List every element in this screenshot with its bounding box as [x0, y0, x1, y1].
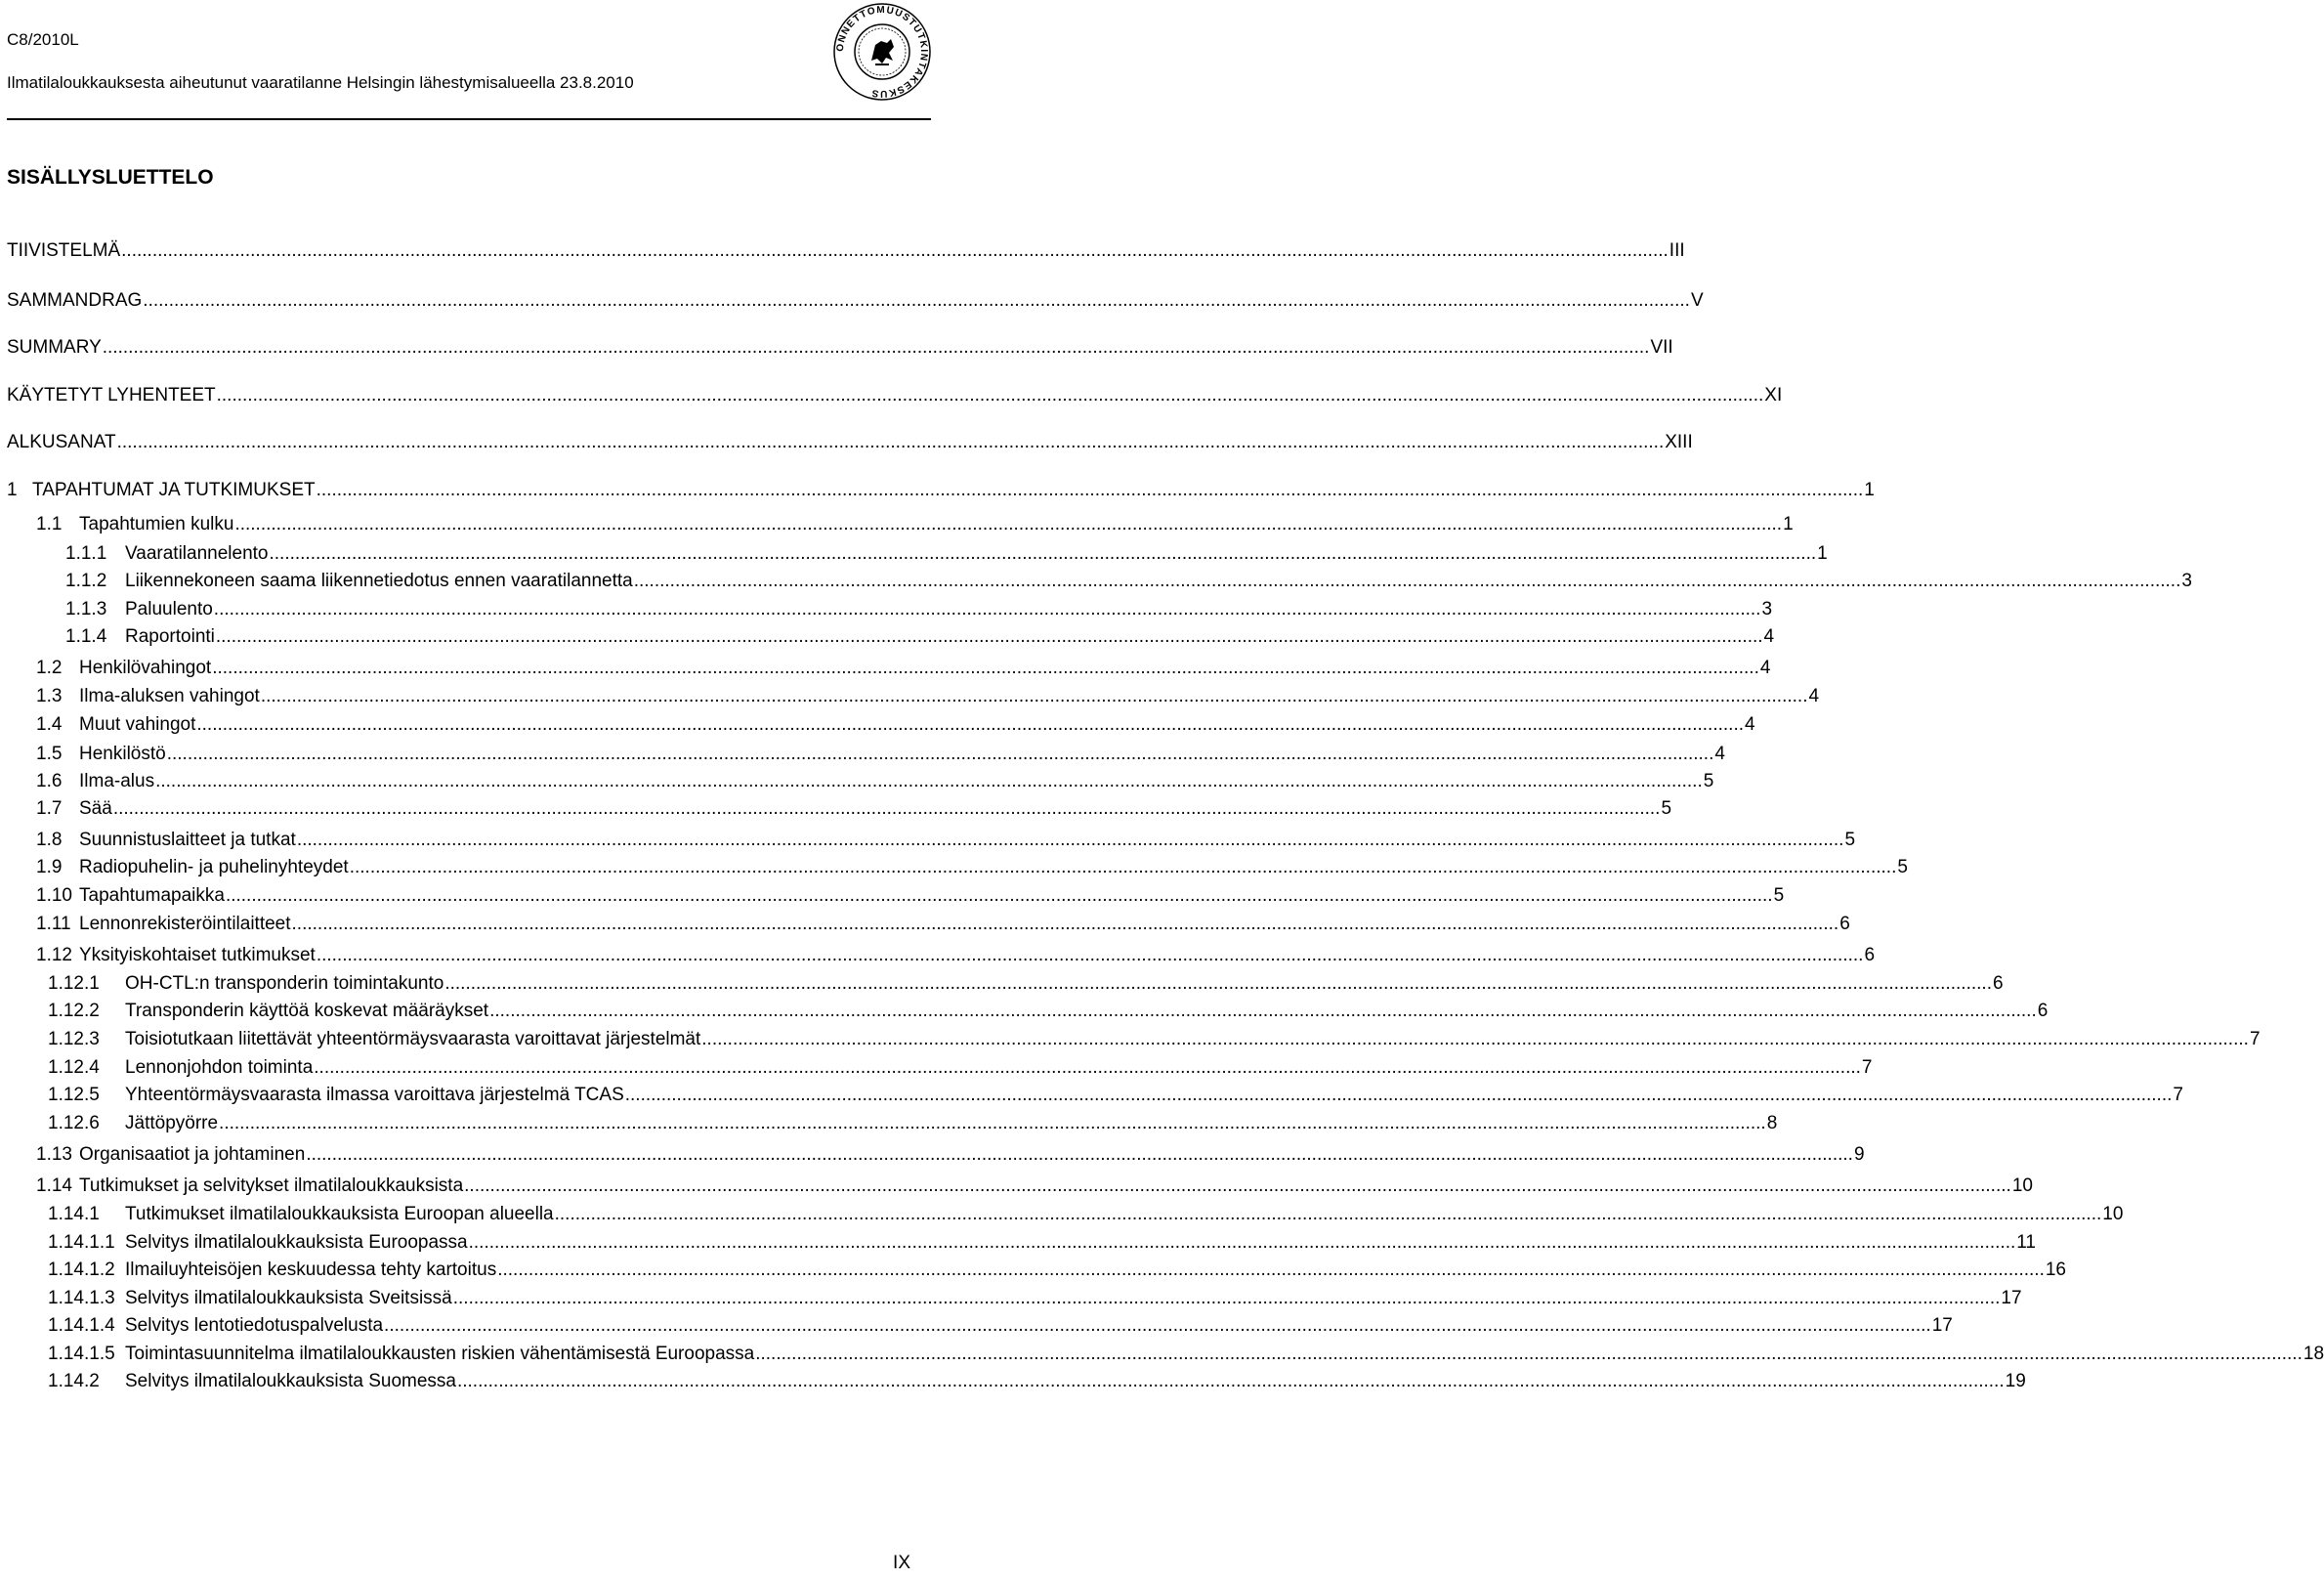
- toc-dot-leader: ............................................................................................................................................................................................................................................................................................................: [701, 1029, 2249, 1049]
- toc-entry-title: SUMMARY: [7, 337, 102, 358]
- toc-entry-page: 7: [2249, 1029, 2261, 1049]
- toc-entry-page: 11: [2016, 1232, 2036, 1253]
- toc-entry-number: 1.3: [36, 686, 63, 706]
- toc-entry-page: 7: [1861, 1057, 1873, 1078]
- toc-entry-title: Tapahtumapaikka: [79, 885, 225, 906]
- toc-entry-page: 1: [1864, 480, 1875, 500]
- toc-entry[interactable]: [7, 239, 1685, 263]
- toc-dot-leader: ............................................................................................................................................................................................................................................................................................................: [314, 1057, 1861, 1078]
- toc-dot-leader: ............................................................................................................................................................................................................................................................................................................: [296, 830, 1844, 850]
- toc-dot-leader: ............................................................................................................................................................................................................................................................................................................: [554, 1204, 2102, 1224]
- toc-entry[interactable]: [36, 856, 1908, 879]
- toc-dot-leader: ............................................................................................................................................................................................................................................................................................................: [116, 432, 1665, 452]
- logo-arc-text: ONNETTOMUUSTUTKINTAKESKUS: [834, 4, 930, 100]
- toc-entry-number: 1.1.2: [65, 571, 107, 591]
- toc-entry-title: Yksityiskohtaiset tutkimukset: [79, 945, 316, 965]
- toc-entry[interactable]: [36, 513, 1794, 536]
- toc-entry-page: 1: [1817, 543, 1828, 564]
- toc-entry-number: 1.12.5: [48, 1085, 100, 1105]
- toc-entry-page: 17: [2001, 1288, 2022, 1308]
- toc-dot-leader: ............................................................................................................................................................................................................................................................................................................: [497, 1260, 2045, 1280]
- toc-entry[interactable]: [36, 743, 1725, 766]
- toc-entry[interactable]: [48, 1203, 2124, 1226]
- toc-entry-title: SAMMANDRAG: [7, 290, 143, 311]
- toc-entry-page: III: [1669, 240, 1685, 261]
- header-rule: [7, 118, 931, 120]
- toc-entry-page: 6: [1839, 914, 1850, 934]
- toc-entry-page: 3: [2181, 571, 2192, 591]
- toc-entry-page: 8: [1766, 1113, 1778, 1133]
- toc-entry[interactable]: [36, 913, 1850, 936]
- toc-entry-title: Ilma-aluksen vahingot: [79, 686, 260, 706]
- toc-entry-page: XIII: [1665, 432, 1693, 452]
- toc-entry-page: 10: [2011, 1175, 2033, 1196]
- toc-entry-page: 5: [1844, 830, 1856, 850]
- toc-entry[interactable]: [7, 479, 1875, 502]
- toc-entry-number: 1.10: [36, 885, 72, 906]
- toc-entry[interactable]: [36, 685, 1820, 708]
- toc-entry[interactable]: [48, 1112, 1778, 1135]
- toc-entry[interactable]: [7, 384, 1783, 407]
- toc-entry[interactable]: [36, 770, 1714, 793]
- toc-dot-leader: ............................................................................................................................................................................................................................................................................................................: [196, 714, 1745, 735]
- toc-dot-leader: ............................................................................................................................................................................................................................................................................................................: [269, 543, 1817, 564]
- toc-entry-title: Henkilöstö: [79, 744, 166, 764]
- toc-dot-leader: ............................................................................................................................................................................................................................................................................................................: [349, 857, 1897, 877]
- toc-entry-page: 5: [1773, 885, 1785, 906]
- toc-entry-page: 5: [1661, 798, 1672, 819]
- page-number: IX: [893, 1553, 910, 1573]
- toc-entry-number: 1.1.4: [65, 626, 107, 647]
- toc-dot-leader: ............................................................................................................................................................................................................................................................................................................: [316, 945, 1864, 965]
- toc-entry[interactable]: [36, 1174, 2033, 1198]
- toc-entry-page: 18: [2303, 1344, 2324, 1364]
- toc-entry[interactable]: [48, 1028, 2261, 1051]
- toc-entry[interactable]: [48, 1000, 2049, 1023]
- toc-dot-leader: ............................................................................................................................................................................................................................................................................................................: [316, 480, 1864, 500]
- toc-entry-page: 4: [1745, 714, 1755, 735]
- toc-entry-number: 1.12.4: [48, 1057, 100, 1078]
- toc-entry-title: OH-CTL:n transponderin toimintakunto: [125, 973, 444, 994]
- toc-entry-page: XI: [1764, 385, 1783, 406]
- toc-entry-title: Tutkimukset ilmatilaloukkauksista Euroopan alueella: [125, 1204, 554, 1224]
- toc-entry-title: Lennonrekisteröintilaitteet: [79, 914, 291, 934]
- toc-dot-leader: ............................................................................................................................................................................................................................................................................................................: [216, 385, 1764, 406]
- toc-dot-leader: ............................................................................................................................................................................................................................................................................................................: [384, 1315, 1931, 1336]
- toc-entry-title: Muut vahingot: [79, 714, 196, 735]
- toc-entry-title: Ilma-alus: [79, 771, 155, 791]
- toc-entry-number: 1.12: [36, 945, 72, 965]
- toc-entry-title: Selvitys lentotiedotuspalvelusta: [125, 1315, 384, 1336]
- toc-entry[interactable]: [36, 713, 1755, 737]
- toc-entry-title: Tapahtumien kulku: [79, 514, 234, 534]
- toc-entry-number: 1.14.1.2: [48, 1260, 115, 1280]
- toc-entry-title: Paluulento: [125, 599, 213, 619]
- toc-entry-title: Selvitys ilmatilaloukkauksista Sveitsissä: [125, 1288, 452, 1308]
- toc-entry[interactable]: [36, 884, 1785, 908]
- header-title: Ilmatilaloukkauksesta aiheutunut vaaratilanne Helsingin lähestymisalueella 23.8.2010: [7, 73, 634, 92]
- toc-dot-leader: ............................................................................................................................................................................................................................................................................................................: [444, 973, 1992, 994]
- toc-entry-title: Raportointi: [125, 626, 215, 647]
- toc-entry-title: Suunnistuslaitteet ja tutkat: [79, 830, 296, 850]
- toc-dot-leader: ............................................................................................................................................................................................................................................................................................................: [112, 798, 1661, 819]
- toc-entry-title: Ilmailuyhteisöjen keskuudessa tehty kartoitus: [125, 1260, 497, 1280]
- toc-entry-number: 1.12.3: [48, 1029, 100, 1049]
- toc-entry-page: VII: [1650, 337, 1673, 358]
- toc-entry-page: 17: [1931, 1315, 1953, 1336]
- toc-entry[interactable]: [65, 570, 2192, 593]
- toc-entry-number: 1.8: [36, 830, 63, 850]
- toc-entry[interactable]: [48, 1084, 2183, 1107]
- toc-entry-title: Radiopuhelin- ja puhelinyhteydet: [79, 857, 349, 877]
- toc-dot-leader: ............................................................................................................................................................................................................................................................................................................: [234, 514, 1783, 534]
- toc-entry-title: Tutkimukset ja selvitykset ilmatilaloukkauksista: [79, 1175, 464, 1196]
- toc-entry-number: 1.12.6: [48, 1113, 100, 1133]
- toc-dot-leader: ............................................................................................................................................................................................................................................................................................................: [213, 599, 1761, 619]
- toc-entry[interactable]: [36, 1143, 1865, 1167]
- toc-entry-number: 1.14.1.5: [48, 1344, 115, 1364]
- toc-entry-number: 1.11: [36, 914, 71, 934]
- toc-entry-page: 4: [1714, 744, 1725, 764]
- toc-entry-number: 1.14.1.1: [48, 1232, 115, 1253]
- toc-entry-number: 1.7: [36, 798, 63, 819]
- toc-entry-title: Toisiotutkaan liitettävät yhteentörmäysvaarasta varoittavat järjestelmät: [125, 1029, 701, 1049]
- toc-entry[interactable]: [36, 657, 1771, 680]
- toc-dot-leader: ............................................................................................................................................................................................................................................................................................................: [219, 1113, 1766, 1133]
- toc-dot-leader: ............................................................................................................................................................................................................................................................................................................: [306, 1144, 1853, 1165]
- toc-dot-leader: ............................................................................................................................................................................................................................................................................................................: [755, 1344, 2303, 1364]
- toc-entry-title: TIIVISTELMÄ: [7, 240, 121, 261]
- toc-dot-leader: ............................................................................................................................................................................................................................................................................................................: [212, 658, 1759, 678]
- toc-entry-title: Henkilövahingot: [79, 658, 212, 678]
- toc-dot-leader: ............................................................................................................................................................................................................................................................................................................: [452, 1288, 2001, 1308]
- toc-entry-page: 5: [1897, 857, 1908, 877]
- toc-entry-title: Selvitys ilmatilaloukkauksista Euroopassa: [125, 1232, 468, 1253]
- toc-entry-title: KÄYTETYT LYHENTEET: [7, 385, 216, 406]
- toc-entry-page: 16: [2045, 1260, 2066, 1280]
- toc-dot-leader: ............................................................................................................................................................................................................................................................................................................: [215, 626, 1763, 647]
- toc-entry-title: Toimintasuunnitelma ilmatilaloukkausten riskien vähentämisestä Euroopassa: [125, 1344, 755, 1364]
- toc-dot-leader: ............................................................................................................................................................................................................................................................................................................: [291, 914, 1839, 934]
- toc-entry-page: 10: [2102, 1204, 2124, 1224]
- toc-entry-page: 6: [1864, 945, 1876, 965]
- toc-dot-leader: ............................................................................................................................................................................................................................................................................................................: [464, 1175, 2011, 1196]
- toc-dot-leader: ............................................................................................................................................................................................................................................................................................................: [456, 1371, 2005, 1391]
- toc-entry-title: Transponderin käyttöä koskevat määräykset: [125, 1001, 489, 1021]
- toc-entry-page: 6: [2037, 1001, 2049, 1021]
- toc-entry[interactable]: [48, 1056, 1873, 1080]
- toc-entry[interactable]: [65, 625, 1775, 649]
- toc-dot-leader: ............................................................................................................................................................................................................................................................................................................: [468, 1232, 2016, 1253]
- toc-entry-page: 1: [1783, 514, 1794, 534]
- toc-entry[interactable]: [36, 944, 1876, 967]
- toc-dot-leader: ............................................................................................................................................................................................................................................................................................................: [225, 885, 1773, 906]
- toc-dot-leader: ............................................................................................................................................................................................................................................................................................................: [166, 744, 1714, 764]
- toc-entry-title: Vaaratilannelento: [125, 543, 269, 564]
- toc-dot-leader: ............................................................................................................................................................................................................................................................................................................: [633, 571, 2181, 591]
- toc-entry-number: 1.14.1.4: [48, 1315, 115, 1336]
- toc-dot-leader: ............................................................................................................................................................................................................................................................................................................: [102, 337, 1650, 358]
- toc-dot-leader: ............................................................................................................................................................................................................................................................................................................: [624, 1085, 2173, 1105]
- toc-entry[interactable]: [48, 1231, 2036, 1255]
- toc-entry-page: 3: [1761, 599, 1773, 619]
- onnettomuustutkintakeskus-logo: [832, 2, 932, 102]
- toc-entry[interactable]: [48, 1343, 2324, 1366]
- toc-dot-leader: ............................................................................................................................................................................................................................................................................................................: [155, 771, 1703, 791]
- toc-entry-title: Organisaatiot ja johtaminen: [79, 1144, 306, 1165]
- header-code: C8/2010L: [7, 30, 79, 49]
- toc-entry-number: 1.14.1.3: [48, 1288, 115, 1308]
- toc-entry-number: 1.4: [36, 714, 63, 735]
- toc-entry[interactable]: [48, 972, 2004, 996]
- toc-entry-number: 1.12.2: [48, 1001, 100, 1021]
- toc-entry-page: 4: [1808, 686, 1820, 706]
- toc-entry[interactable]: [48, 1370, 2026, 1393]
- toc-dot-leader: ............................................................................................................................................................................................................................................................................................................: [121, 240, 1669, 261]
- toc-entry-number: 1.1.3: [65, 599, 107, 619]
- toc-entry-page: 5: [1703, 771, 1714, 791]
- toc-entry-title: Yhteentörmäysvaarasta ilmassa varoittava järjestelmä TCAS: [125, 1085, 624, 1105]
- toc-entry-number: 1.6: [36, 771, 63, 791]
- toc-entry-title: Lennonjohdon toiminta: [125, 1057, 314, 1078]
- toc-entry[interactable]: [65, 598, 1773, 621]
- toc-entry[interactable]: [65, 542, 1828, 566]
- toc-entry-page: 19: [2005, 1371, 2026, 1391]
- toc-entry-number: 1.1: [36, 514, 63, 534]
- toc-entry-number: 1.9: [36, 857, 63, 877]
- toc-entry[interactable]: [7, 336, 1673, 360]
- toc-entry-title: Selvitys ilmatilaloukkauksista Suomessa: [125, 1371, 456, 1391]
- toc-entry[interactable]: [36, 797, 1672, 821]
- toc-entry-page: 4: [1763, 626, 1775, 647]
- toc-entry-page: 7: [2173, 1085, 2183, 1105]
- toc-entry[interactable]: [7, 289, 1704, 313]
- toc-entry-number: 1: [7, 480, 18, 500]
- toc-entry-number: 1.12.1: [48, 973, 100, 994]
- toc-entry[interactable]: [36, 829, 1856, 852]
- toc-entry-page: 9: [1853, 1144, 1865, 1165]
- toc-entry-number: 1.1.1: [65, 543, 107, 564]
- toc-dot-leader: ............................................................................................................................................................................................................................................................................................................: [489, 1001, 2037, 1021]
- toc-entry-number: 1.14.2: [48, 1371, 100, 1391]
- toc-entry[interactable]: [48, 1287, 2022, 1310]
- toc-entry-number: 1.2: [36, 658, 63, 678]
- toc-entry[interactable]: [48, 1314, 1953, 1338]
- toc-entry-number: 1.14: [36, 1175, 72, 1196]
- toc-entry-page: 4: [1759, 658, 1771, 678]
- toc-dot-leader: ............................................................................................................................................................................................................................................................................................................: [143, 290, 1690, 311]
- toc-entry-title: ALKUSANAT: [7, 432, 116, 452]
- toc-entry[interactable]: [7, 431, 1693, 454]
- toc-entry-number: 1.13: [36, 1144, 72, 1165]
- toc-entry[interactable]: [48, 1259, 2066, 1282]
- toc-heading: SISÄLLYSLUETTELO: [7, 166, 214, 189]
- toc-entry-number: 1.5: [36, 744, 63, 764]
- toc-entry-title: Sää: [79, 798, 112, 819]
- toc-dot-leader: ............................................................................................................................................................................................................................................................................................................: [260, 686, 1808, 706]
- toc-entry-title: Liikennekoneen saama liikennetiedotus ennen vaaratilannetta: [125, 571, 633, 591]
- toc-entry-number: 1.14.1: [48, 1204, 100, 1224]
- toc-entry-page: V: [1690, 290, 1704, 311]
- toc-entry-title: TAPAHTUMAT JA TUTKIMUKSET: [32, 480, 316, 500]
- toc-entry-title: Jättöpyörre: [125, 1113, 219, 1133]
- toc-entry-page: 6: [1992, 973, 2004, 994]
